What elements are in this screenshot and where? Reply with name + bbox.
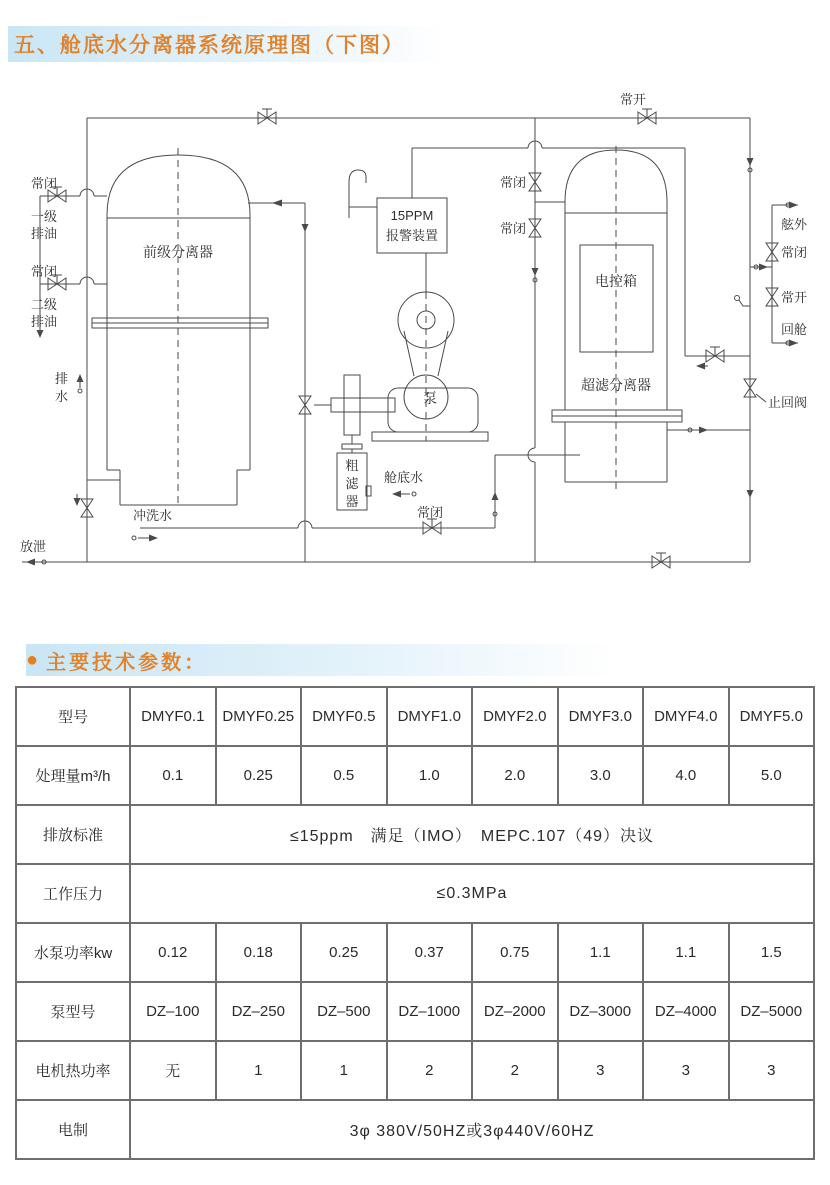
valve-bottom-header xyxy=(652,553,670,568)
nc-vent2-label: 常闭 xyxy=(499,221,526,236)
row-label: 泵型号 xyxy=(16,982,130,1041)
table-cell: DZ–250 xyxy=(216,982,302,1041)
valve-header-left xyxy=(258,109,276,124)
table-row-motor-heat-power xyxy=(16,1041,814,1100)
table-row-electric-system xyxy=(16,1100,814,1159)
table-cell: 3 xyxy=(558,1041,644,1100)
pre-stage-separator-tank xyxy=(92,148,268,508)
valves xyxy=(48,109,778,568)
table-row-working-pressure xyxy=(16,864,814,923)
oil-drain1-label-2: 排油 xyxy=(31,226,58,241)
row-label: 工作压力 xyxy=(16,864,130,923)
nc-bottom-label: 常闭 xyxy=(417,505,444,520)
table-cell: 3φ 380V/50HZ或3φ440V/60HZ xyxy=(130,1100,814,1159)
row-label: 电制 xyxy=(16,1100,130,1159)
overboard-label: 舷外 xyxy=(781,217,808,232)
table-row-pump-model xyxy=(16,982,814,1041)
table-cell: DZ–2000 xyxy=(472,982,558,1041)
oil-drain2-label-1: 二级 xyxy=(31,297,58,312)
valve-right-mid xyxy=(706,347,724,362)
table-row-discharge-standard xyxy=(16,805,814,864)
valve-flush-nc xyxy=(423,519,441,534)
table-cell: DMYF5.0 xyxy=(729,687,815,746)
table-row-model xyxy=(16,687,814,746)
table-cell: 0.37 xyxy=(387,923,473,982)
table-cell: 0.75 xyxy=(472,923,558,982)
vent-label: 放泄 xyxy=(20,539,47,554)
table-cell: DMYF2.0 xyxy=(472,687,558,746)
table-cell: 0.18 xyxy=(216,923,302,982)
section-header-params xyxy=(26,644,616,676)
table-cell: 2 xyxy=(472,1041,558,1100)
row-label: 电机热功率 xyxy=(16,1041,130,1100)
table-cell: DMYF0.5 xyxy=(301,687,387,746)
oil-drain1-label-1: 一级 xyxy=(31,209,58,224)
table-cell: 1 xyxy=(301,1041,387,1100)
no-top-label: 常开 xyxy=(619,92,647,107)
drain-cock-icon xyxy=(735,296,751,307)
row-label: 排放标准 xyxy=(16,805,130,864)
table-cell: DMYF0.25 xyxy=(216,687,302,746)
table-cell: 3 xyxy=(643,1041,729,1100)
coarse-strainer xyxy=(331,375,395,510)
drain-water-label-1: 排 xyxy=(55,371,69,386)
table-cell: DZ–3000 xyxy=(558,982,644,1041)
table-cell: 0.12 xyxy=(130,923,216,982)
nc-mid-left-label: 常闭 xyxy=(31,264,58,279)
table-cell: 无 xyxy=(130,1041,216,1100)
row-label: 水泵功率kw xyxy=(16,923,130,982)
alarm-device xyxy=(349,170,447,253)
table-cell: 0.25 xyxy=(301,923,387,982)
table-cell: DMYF1.0 xyxy=(387,687,473,746)
sampling-probe-icon xyxy=(349,170,377,218)
control-box-label: 电控箱 xyxy=(595,273,637,289)
strainer-label-1: 粗 xyxy=(345,458,359,473)
nc-vent1-label: 常闭 xyxy=(499,175,526,190)
table-cell: 3.0 xyxy=(558,746,644,805)
table-cell: 1 xyxy=(216,1041,302,1100)
strainer-label-2: 滤 xyxy=(345,476,359,491)
nc-branch-label: 常闭 xyxy=(781,245,808,260)
row-label: 处理量m³/h xyxy=(16,746,130,805)
strainer-label-3: 器 xyxy=(345,494,359,509)
bullet-icon: ● xyxy=(26,649,39,671)
table-cell: 1.1 xyxy=(558,923,644,982)
table-cell: DZ–1000 xyxy=(387,982,473,1041)
pipework xyxy=(22,118,798,562)
table-cell: 1.1 xyxy=(643,923,729,982)
pump-unit xyxy=(372,292,488,441)
tank2-label: 超滤分离器 xyxy=(581,377,651,393)
table-cell: DZ–500 xyxy=(301,982,387,1041)
ultra-filter-separator-tank xyxy=(552,146,682,490)
drain-water-label-2: 水 xyxy=(55,389,69,404)
no-branch-label: 常开 xyxy=(781,290,808,305)
table-cell: 3 xyxy=(729,1041,815,1100)
table-cell: 1.5 xyxy=(729,923,815,982)
row-label: 型号 xyxy=(16,687,130,746)
table-cell: 5.0 xyxy=(729,746,815,805)
valve-header-right-no xyxy=(638,109,656,124)
flush-water-label: 冲洗水 xyxy=(133,508,173,523)
table-cell: DMYF3.0 xyxy=(558,687,644,746)
specs-table xyxy=(15,686,815,1160)
table-row-capacity xyxy=(16,746,814,805)
table-cell: 2.0 xyxy=(472,746,558,805)
table-cell: 0.5 xyxy=(301,746,387,805)
table-cell: 4.0 xyxy=(643,746,729,805)
table-cell: 2 xyxy=(387,1041,473,1100)
table-cell: ≤15ppm 满足（IMO） MEPC.107（49）决议 xyxy=(130,805,814,864)
table-cell: DZ–100 xyxy=(130,982,216,1041)
table-cell: DZ–5000 xyxy=(729,982,815,1041)
bilge-water-label: 舱底水 xyxy=(384,470,424,485)
section-header-diagram xyxy=(8,26,444,62)
table-cell: 0.1 xyxy=(130,746,216,805)
oil-drain2-label-2: 排油 xyxy=(31,314,58,329)
nc-top-left-label: 常闭 xyxy=(31,176,58,191)
table-cell: 1.0 xyxy=(387,746,473,805)
alarm-label-2: 报警装置 xyxy=(385,228,439,243)
return-label: 回舱 xyxy=(781,322,808,337)
diagram-title: 五、舱底水分离器系统原理图（下图） xyxy=(14,34,405,57)
table-cell: DMYF0.1 xyxy=(130,687,216,746)
table-cell: ≤0.3MPa xyxy=(130,864,814,923)
tank1-label: 前级分离器 xyxy=(143,244,213,260)
table-row-pump-power xyxy=(16,923,814,982)
params-title: 主要技术参数： xyxy=(46,651,208,674)
check-valve-label: 止回阀 xyxy=(768,395,808,410)
bilge-separator-schematic xyxy=(0,70,830,630)
alarm-label-1: 15PPM xyxy=(390,208,434,223)
table-cell: DZ–4000 xyxy=(643,982,729,1041)
pump-label: 泵 xyxy=(423,390,437,406)
table-cell: 0.25 xyxy=(216,746,302,805)
table-cell: DMYF4.0 xyxy=(643,687,729,746)
